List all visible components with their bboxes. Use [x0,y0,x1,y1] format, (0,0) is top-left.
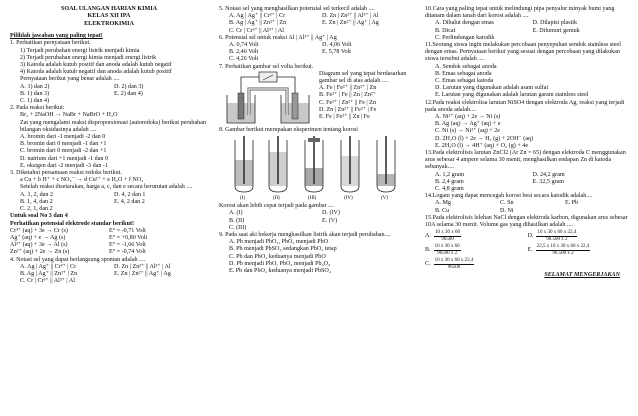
q10-option-d: D. Dilapisi plastik [532,20,578,27]
q1-item: 1) Terjadi perubahan energi listrik menjadi kimia [20,47,140,54]
question-12 [425,100,630,150]
q9-stem: 9. Pada saat aki bekerja menghasilkan listrik akan terjadi perubahan.... [219,232,391,239]
q7-option: C. Fe²⁺ | Zn²⁺ || Fe | Zn [319,99,376,106]
fraction-numerator: 10 x 30 x 60 [434,244,460,250]
q3-option-e: E. 4, 2 dan 2 [114,198,145,205]
fraction-numerator: 10 x 30 x 60 [434,230,460,236]
q6-option-d: D. 4,06 Volt [322,42,352,49]
title-line-2: KELAS XII IPA [87,13,131,20]
fraction-denominator: 96500 x 2 [437,251,458,257]
q13-option-b: B. 2,4 gram [435,178,464,185]
q8-option-e: E. (V) [322,217,338,224]
q10-stem: 10.Cara yang paling tepat untuk melindungi pipa penyalur minyak bumi yang ditanam dalam tanah dari korosi adalah .... [425,6,615,20]
q8-option-b: B. (II) [229,217,245,224]
q7-option: A. Fe | Fe²⁺ || Zn²⁺ | Zn [319,85,377,92]
q8-option-d: D. (IV) [322,210,340,217]
q3-option-a: A. 1, 2, dan 2 [20,191,54,198]
question-15 [425,215,630,271]
q5-option-d: D. Zn | Zn²⁺ || Al³⁺ | Al [322,13,379,20]
q3-option-c: C. 2, 1, dan 2 [20,206,53,213]
q1-option-e: E. 2) dan 4) [114,90,143,97]
q15-fraction [434,230,461,243]
q1-ask: Pernyataan berikut yang benar adalah .... [20,76,120,83]
corrosion-experiment-diagram [219,134,409,200]
fraction-numerator: 10 x 30 x 60 x 22,4 [434,258,474,264]
question-10 [425,6,630,42]
q10-option-c: C. Perlindungan katodik [435,34,495,41]
fraction-denominator: 96.500 x 2 [552,251,574,257]
q8-stem: 8. Gambar berikut merupakan eksperimen tentang korosi [219,126,358,133]
potential-equation: Zn²⁺ (aq) + 2e → Zn (s) [10,249,70,256]
q1-item: 3) Katoda adalah kutub positif dan anoda adalah kutub negatif [20,62,172,69]
q5-option-e: E. Zn | Zn²⁺ || Ag⁺ | Ag [322,20,379,27]
q6-option-c: C. 4,26 Volt [229,56,259,63]
potential-equation: Cr³⁺ (aq) + 3e → Cr (s) [10,227,68,234]
q10-option-b: B. Dicat [435,27,456,34]
q9-option: D. Pb menjadi PbO, PbO₂ menjadi Pb₃O₄ [229,260,331,267]
question-7 [219,64,415,127]
q3-stem: 3. Diketahui persamaan reaksi redoks berikut. [10,170,122,177]
tube-label-3: (III) [308,196,317,201]
q1-option-c: C. 1) dan 4) [20,98,50,105]
q5-option-c: C. Cr | Cr³⁺ || Al³⁺ | Al [229,27,284,34]
question-2 [10,105,208,170]
question-5 [219,6,415,35]
q6-stem: 6. Potensial sel untuk reaksi Al | Al³⁺ || Ag⁺ | Ag [219,34,337,41]
q15-fraction [434,258,475,271]
q11-option: C. Emas sebagai katoda [435,78,494,85]
q7-option: D. Zn | Zn²⁺ || Fe²⁺ | Fe [319,106,377,113]
q1-option-a: A. 1) dan 2) [20,83,50,90]
potential-equation: Ag⁺ (aq) + e → Ag (s) [10,234,66,241]
potential-value: E° = -0,71 Volt [109,227,146,234]
section-heading: Untuk soal No 3 dan 4 [10,213,68,220]
q2-reaction: Br₂ + 2NaOH → NaBr + NaBrO + H₂O [20,112,118,119]
q4-stem: 4. Notasi sel yang dapat berlangsung spontan adalah .... [10,256,146,263]
voltaic-cell-diagram [219,71,317,127]
q7-stem: 7. Perhatikan gambar sel volta berikut. [219,63,314,70]
question-9 [219,232,415,275]
question-6 [219,35,415,64]
q14-option-d: D. Ni [500,207,514,214]
q13-option-d: D. 24,2 gram [532,171,565,178]
fraction-denominator: 96500 [441,237,454,243]
q12-option: A. Ni²⁺ (aq) + 2e → Ni (s) [435,114,501,121]
q1-item: 2) Terjadi perubahan energi kimia menjadi energi listrik [20,54,157,61]
q3-reaction: a Cu + b H⁺ + c NO₃⁻ → d Cu²⁺ + e H₂O + f NO₂ [20,177,144,184]
q15-fraction [536,244,591,257]
q4-option-b: B. Ag | Ag⁺ || Zn²⁺ | Zn [20,270,78,277]
q3-option-d: D. 4, 2 dan 1 [114,191,146,198]
question-11 [425,42,630,100]
q11-option: D. Larutan yang digunakan adalah asam sulfat [435,85,549,92]
q6-option-b: B. 2,46 Volt [229,49,259,56]
q13-option-a: A. 1,2 gram [435,171,465,178]
q14-option-e: E. Pb [565,200,579,207]
q15-option-label: C. [425,261,431,268]
potential-value: E° = -0,74 Volt [109,249,146,256]
q2-option: B. bromin dari 0 menjadi -1 dan +1 [20,141,107,148]
potential-value: E° = -1,66 Volt [109,242,146,249]
q3-text: Setelah reaksi disetarakan, harga a, c, dan e secara berurutan adalah .... [20,184,193,191]
q7-text: Diagram sel yang tepat berdasarkan gambar sel di atas adalah .... [319,70,407,85]
q11-option: E. Larutan yang digunakan adalah larutan garam stainless steel [435,92,589,99]
question-8 [219,127,415,232]
q4-option-c: C. Cr | Cr³⁺ || Al³⁺ | Al [20,278,75,285]
q1-stem: 1. Perhatikan pernyataan berikut. [10,40,91,47]
q2-option: E. oksigen dari -2 menjadi -3 dan -1 [20,162,108,169]
q13-option-c: C. 4,8 gram [435,186,464,193]
column-3 [425,6,630,280]
fraction-numerator: 10 x 30 x 60 x 22,4 [537,230,577,236]
question-13 [425,150,630,193]
q4-option-a: A. Ag | Ag⁺ || Cr³⁺ | Cr [20,263,77,270]
q1-option-b: B. 1) dan 3) [20,90,50,97]
q6-option-a: A. 0,74 Volt [229,42,259,49]
q9-option: A. Pb menjadi PbO₂, PbO₂ menjadi PbO [229,239,329,246]
q15-fraction [434,244,461,257]
fraction-denominator: 96.500 x 2 [546,237,568,243]
title-line-1: SOAL ULANGAN HARIAN KIMIA [61,6,157,12]
q12-option: C. Ni (s) → Ni²⁺ (aq) + 2e [435,128,501,135]
q9-option: E. Pb dan PbO₂ keduanya menjadi PbSO₄ [229,268,331,275]
q11-stem: 11.Seorang siswa ingin melakukan percobaan penyepuhan sendok stainless steel dengan emas. Pernyataan berikut yang sesuai dengan percobaan yang dilakukan siswa tersebut adalah .... [425,42,621,63]
q4-option-e: E. Zn | Zn²⁺ || Ag⁺ | Ag [114,270,171,277]
potential-value: E° = +0,80 Volt [109,234,148,241]
tube-label-4: (IV) [344,196,353,201]
tube-label-2: (II) [273,196,280,201]
q4-option-d: D. Zn | Zn²⁺ || Al³⁺ | Al [114,263,171,270]
q15-fraction [536,230,577,243]
q1-option-d: D. 2) dan 3) [114,83,144,90]
q14-stem: 14.Logam yang dapat mencegah korosi besi secara katodik adalah.... [425,193,593,200]
q12-option: B. Ag (aq) → Ag⁺ (aq) + e [435,121,501,128]
q12-stem: 12.Pada reaksi elektrolisa larutan NiSO4 dengan elektroda Ag, reaksi yang terjadi pada anoda adalah.... [425,99,625,113]
q2-option: D. natrium dari +1 menjadi -1 dan 0 [20,155,109,162]
q13-stem: 13.Pada elektrolisis larutan ZnCl2 (Ar Zn = 65) dengan elektroda C menggunakan arus sebesar 4 ampere selama 30 menit, menghasilkan endapan Zn di katoda sebanyak.... [425,150,626,171]
q11-option: B. Emas sebagai anoda [435,70,492,77]
column-1 [10,6,208,285]
potential-equation: Al³⁺ (aq) + 3e → Al (s) [10,242,68,249]
q11-option: A. Sendok sebagai anoda [435,63,497,70]
q15-option-label: B. [425,247,431,254]
q13-option-e: E. 32,5 gram [532,178,564,185]
tube-label-1: (I) [240,196,245,201]
q3-option-b: B. 1, 4, dan 2 [20,198,53,205]
column-2 [219,6,415,275]
q1-item: 4) Katoda adalah kutub negatif dan anoda adalah kutub positif [20,69,172,76]
question-1 [10,40,208,105]
q15-option-label: E. [527,247,533,254]
q5-stem: 5. Notasi sel yang menghasilkan potensial sel terkecil adalah .... [219,6,375,12]
q2-stem: 2. Pada reaksi berikut: [10,105,65,112]
title-line-3: ELEKTROKIMIA [84,20,134,27]
q14-option-a: A. Mg [435,200,451,207]
q8-ask: Korosi akan lebih cepat terjadi pada gambar .... [219,203,335,210]
q14-option-b: B. Cu [435,207,450,214]
q15-option-label: D. [527,233,534,240]
closing-message: SELAMAT MENGERJAKAN [544,272,620,279]
q5-option-a: A. Ag | Ag⁺ || Cr³⁺ | Cr [229,13,286,20]
tube-label-5: (V) [381,196,388,201]
q9-option: C. Pb dan PbO₂ keduanya menjadi PbO [229,253,326,260]
q5-option-b: B. Ag | Ag⁺ || Zn²⁺ | Zn [229,20,287,27]
q7-option: E. Fe | Fe²⁺ || Zn | Fe [319,114,370,121]
q9-option: B. Pb menjadi PbSO₄ sedangkan PbO₂ tetap [229,246,337,253]
question-4 [10,257,208,286]
q8-option-c: C. (III) [229,224,247,231]
instruction: Pilihlah jawaban yang paling tepat! [10,33,103,40]
q2-option: C. bromin dari 0 menjadi -2 dan +1 [20,148,107,155]
q8-option-a: A. (I) [229,210,243,217]
fraction-denominator: 96500 [447,265,461,271]
fraction-numerator: 22,5 x 10 x 30 x 60 x 22,4 [536,244,590,250]
question-3 [10,170,208,213]
q10-option-e: E. Dilumuri gemuk [532,27,580,34]
q2-option: A. bromin dari -1 menjadi -2 dan 0 [20,134,106,141]
q10-option-a: A. Dibalut dengan emas [435,20,494,27]
q7-option: B. Fe²⁺ | Fe || Zn | Zn²⁺ [319,92,376,99]
q12-option: E. 2H₂O (l) → 4H⁺ (aq) + O₂ (g) + 4e [435,142,529,149]
question-14 [425,193,630,215]
q14-option-c: C. Sn [500,200,514,207]
q2-text: Zat yang mengalami reaksi disproporsionasi (autoredoks) berikut perubahan bilangan oksidasinya adalah .... [20,119,206,133]
q15-stem: 15.Pada elektrolisis lelehan NaCl dengan elektroda karbon, digunakan arus sebesar 10A selama 30 menit. Volume gas yang dihasilkan adalah .... [425,214,628,229]
q6-option-e: E. 5,78 Volt [322,49,351,56]
q12-option: D. 2H₂O (l) + 2e → H₂ (g) + 2OH⁻ (aq) [435,135,534,142]
q15-option-label: A. [425,233,431,240]
section-subheading: Perhatikan potensial elektrode standar berikut! [10,220,135,227]
